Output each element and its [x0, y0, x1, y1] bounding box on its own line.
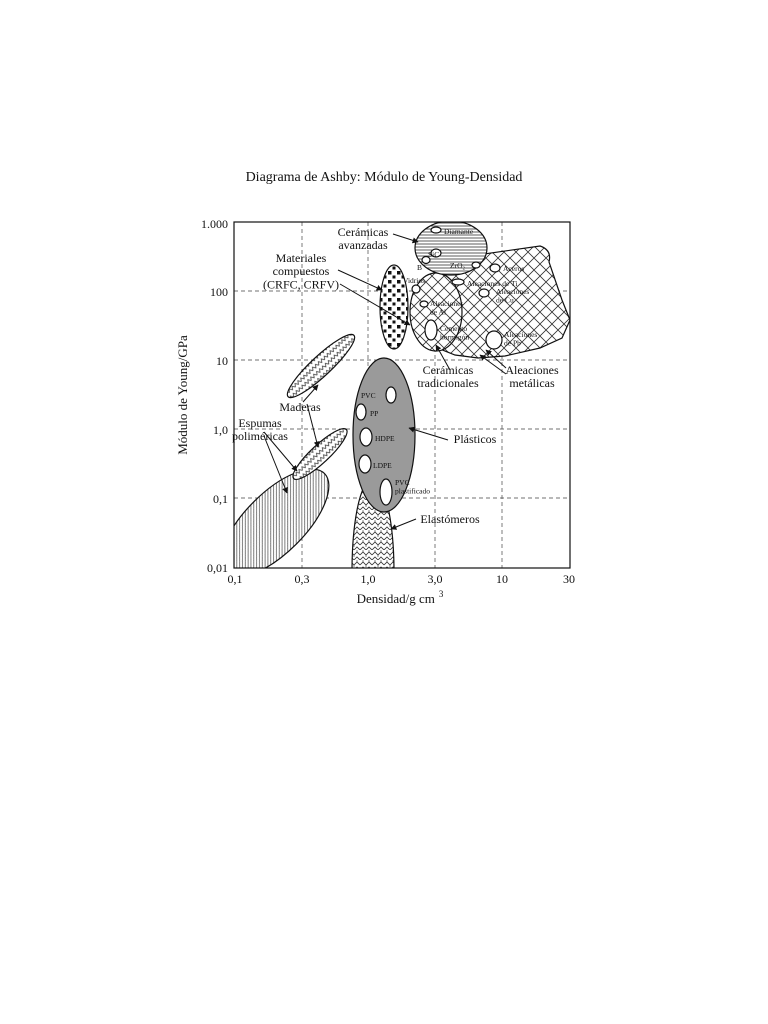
label-vidrios: Vidrios [403, 276, 426, 285]
label-aleaciones-metalicas: Aleaciones metálicas [505, 363, 559, 391]
label-cu: Aleaciones de Cu [496, 287, 530, 305]
y-tick-label: 0,1 [213, 492, 228, 506]
label-elastomeros: Elastómeros [420, 512, 480, 526]
label-zro2: ZrO₂ [450, 261, 466, 270]
marker-pvc-plastificado [380, 479, 392, 505]
marker-aceros [490, 264, 500, 272]
label-diamante: Diamante [444, 227, 474, 236]
marker-pb [486, 331, 502, 349]
x-tick-label: 0,1 [227, 572, 243, 586]
marker-al [420, 301, 428, 307]
marker-hdpe [360, 428, 372, 446]
y-tick-label: 100 [210, 285, 228, 299]
label-pb: Aleaciones de Pb [504, 330, 538, 348]
page-title: Diagrama de Ashby: Módulo de Young-Densidad [245, 170, 523, 185]
y-tick-label: 1.000 [201, 217, 228, 231]
label-maderas: Maderas [279, 400, 321, 414]
label-pvc: PVC [361, 391, 376, 400]
label-ceramicas-tradicionales: Cerámicas tradicionales [417, 363, 479, 391]
x-tick-label: 10 [496, 572, 508, 586]
label-espumas: Espumas poliméricas [232, 416, 288, 444]
marker-zro2 [472, 262, 480, 268]
marker-ldpe [359, 455, 371, 473]
label-plasticos: Plásticos [453, 432, 497, 446]
y-axis-label: Módulo de Young/GPa [175, 335, 190, 455]
label-sic: SiC [428, 250, 440, 259]
y-tick-labels [201, 217, 228, 575]
marker-vidrios [412, 285, 420, 293]
marker-ti [452, 279, 464, 285]
label-pvc-plastificado: PVC plastificado [395, 478, 430, 496]
y-tick-label: 10 [216, 354, 228, 368]
y-tick-label: 1,0 [213, 423, 228, 437]
label-hdpe: HDPE [375, 434, 395, 443]
label-ti: Aleaciones de Ti [467, 279, 518, 288]
region-maderas-upper [281, 328, 360, 404]
y-tick-label: 0,01 [207, 561, 228, 575]
label-pp: PP [370, 409, 379, 418]
label-ldpe: LDPE [373, 461, 392, 470]
x-tick-label: 30 [563, 572, 575, 586]
marker-cu [479, 289, 489, 297]
marker-cemento [425, 320, 437, 340]
label-cemento: Cemento hormigón [440, 324, 470, 342]
label-al: Aleaciones de Al [430, 299, 464, 317]
x-tick-label: 3,0 [427, 572, 443, 586]
marker-pp [356, 404, 366, 420]
x-tick-label: 0,3 [294, 572, 310, 586]
label-materiales-compuestos: Materiales compuestos (CRFC, CRFV) [262, 251, 340, 292]
label-aceros: Aceros [503, 264, 525, 273]
x-axis-label: Densidad/g cm $^3$ [356, 589, 444, 606]
marker-diamante [431, 227, 441, 233]
x-tick-labels [228, 572, 576, 586]
label-ceramicas-avanzadas: Cerámicas avanzadas [337, 225, 389, 253]
label-b: B [417, 263, 423, 272]
marker-pvc [386, 387, 396, 403]
x-tick-label: 1,0 [360, 572, 376, 586]
